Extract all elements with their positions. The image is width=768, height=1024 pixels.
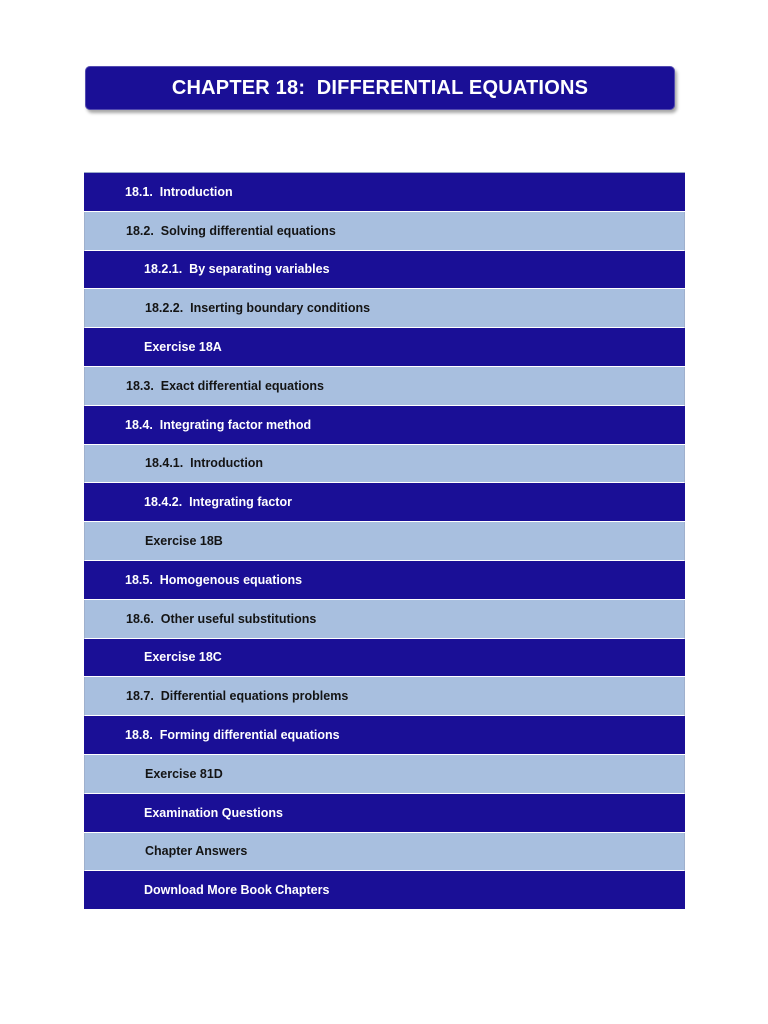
toc-item-exercise-18b[interactable] [84, 522, 685, 561]
toc-item-exercise-18a[interactable] [84, 328, 685, 367]
toc-item-forming-differential-equations[interactable] [84, 716, 685, 755]
toc-item-homogenous-equations[interactable] [84, 561, 685, 600]
toc-item-chapter-answers[interactable] [84, 833, 685, 872]
toc-item-label: 18.5. Homogenous equations [125, 572, 303, 587]
toc-item-label: 18.4.2. Integrating factor [144, 495, 292, 510]
toc-item-label: 18.2.2. Inserting boundary conditions [145, 301, 371, 316]
toc-item-boundary-conditions[interactable] [84, 289, 685, 328]
toc-item-differential-equations-problems[interactable] [84, 677, 685, 716]
toc-item-solving-differential-equations[interactable] [84, 212, 685, 251]
chapter-title-banner [85, 66, 675, 110]
toc-item-integrating-factor-method[interactable] [84, 406, 685, 445]
toc-item-label: 18.6. Other useful substitutions [126, 611, 317, 626]
toc-item-label: Exercise 18A [144, 340, 222, 355]
toc-item-label: 18.1. Introduction [125, 184, 233, 199]
toc-item-label: Download More Book Chapters [144, 883, 330, 898]
toc-item-integrating-factor[interactable] [84, 483, 685, 522]
page-title: CHAPTER 18: DIFFERENTIAL EQUATIONS [171, 76, 589, 99]
toc-item-examination-questions[interactable] [84, 794, 685, 833]
table-of-contents [84, 172, 685, 910]
toc-item-label: Examination Questions [144, 805, 283, 820]
toc-item-label: Exercise 18B [145, 534, 223, 549]
toc-item-label: 18.7. Differential equations problems [126, 689, 349, 704]
toc-item-label: 18.2. Solving differential equations [126, 223, 336, 238]
toc-item-download-more-chapters[interactable] [84, 871, 685, 910]
toc-item-label: 18.3. Exact differential equations [126, 378, 324, 393]
toc-item-label: 18.4.1. Introduction [145, 456, 264, 471]
toc-item-label: 18.8. Forming differential equations [125, 728, 340, 743]
toc-item-separating-variables[interactable] [84, 251, 685, 290]
toc-item-label: 18.2.1. By separating variables [144, 262, 330, 277]
toc-item-exercise-18c[interactable] [84, 639, 685, 678]
toc-item-integrating-introduction[interactable] [84, 445, 685, 484]
toc-item-label: Exercise 18C [144, 650, 222, 665]
toc-item-label: Chapter Answers [145, 844, 248, 859]
toc-item-label: 18.4. Integrating factor method [125, 417, 312, 432]
toc-item-introduction[interactable] [84, 173, 685, 212]
toc-item-exact-differential-equations[interactable] [84, 367, 685, 406]
toc-item-exercise-81d[interactable] [84, 755, 685, 794]
toc-item-other-substitutions[interactable] [84, 600, 685, 639]
toc-item-label: Exercise 81D [145, 766, 223, 781]
